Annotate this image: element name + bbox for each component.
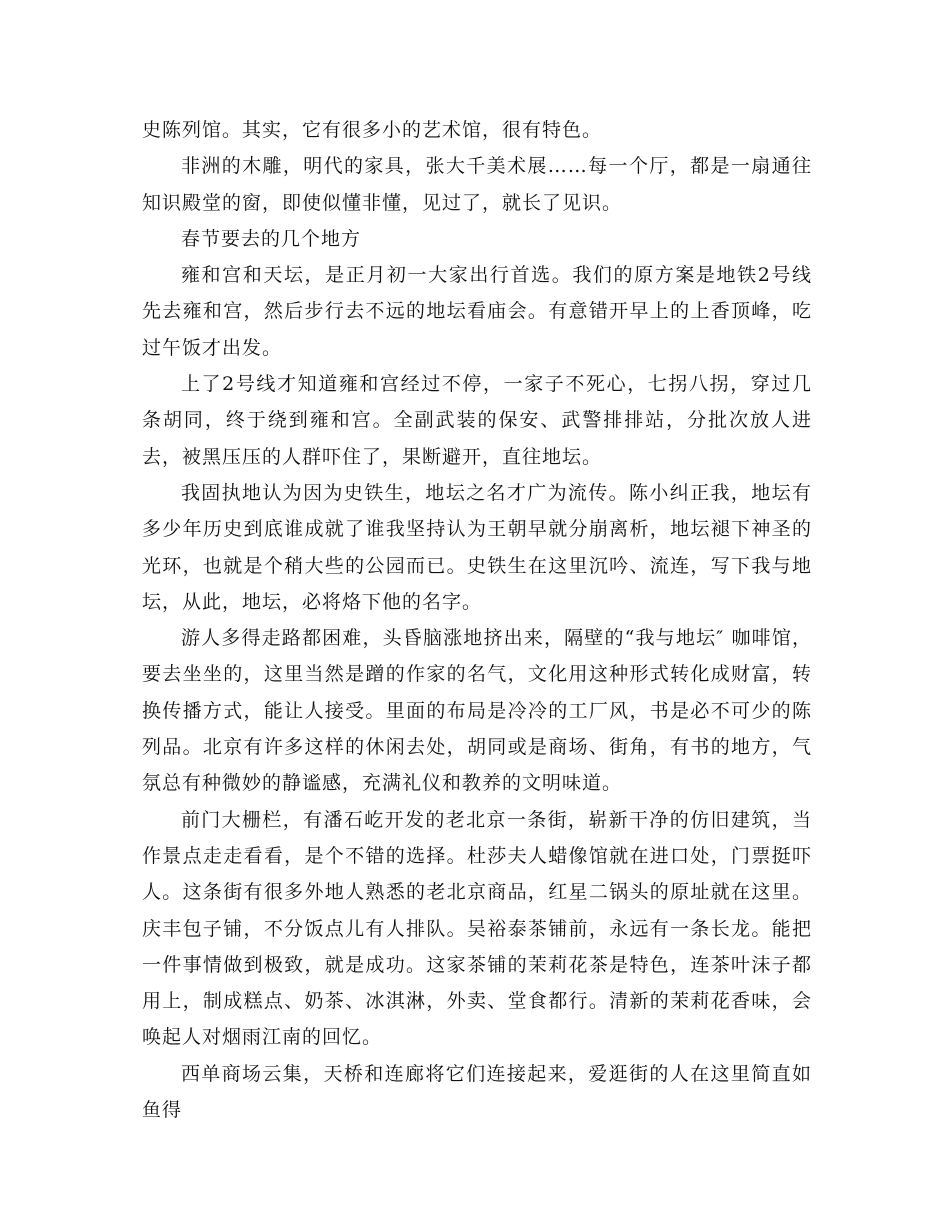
document-body <box>142 112 812 1128</box>
paragraph: 我固执地认为因为史铁生，地坛之名才广为流传。陈小纠正我，地坛有多少年历史到底谁成就了谁我坚持认为王朝早就分崩离析，地坛褪下神圣的光环，也就是个稍大些的公园而已。史铁生在这里沉吟、流连，写下我与地坛，从此，地坛，必将烙下他的名字。 <box>142 481 812 613</box>
paragraph: 西单商场云集，天桥和连廊将它们连接起来，爱逛街的人在这里简直如鱼得 <box>142 1062 812 1122</box>
section-heading: 春节要去的几个地方 <box>180 227 361 250</box>
paragraph: 游人多得走路都困难，头昏脑涨地挤出来，隔壁的“我与地坛″ 咖啡馆，要去坐坐的，这里当然是蹭的作家的名气，文化用这种形式转化成财富，转换传播方式，能让人接受。里面的布局是冷冷的工厂风，书是必不可少的陈列品。北京有许多这样的休闲去处，胡同或是商场、街角，有书的地方，气氛总有种微妙的静谧感，充满礼仪和教养的文明味道。 <box>142 627 812 795</box>
paragraph-continuation: 史陈列馆。其实，它有很多小的艺术馆，很有特色。 <box>142 119 603 141</box>
paragraph: 上了2号线才知道雍和宫经过不停，一家子不死心，七拐八拐，穿过几条胡同，终于绕到雍和宫。全副武装的保安、武警排排站，分批次放人进去，被黑压压的人群吓住了，果断避开，直往地坛。 <box>142 373 812 468</box>
paragraph: 雍和宫和天坛，是正月初一大家出行首选。我们的原方案是地铁2号线先去雍和宫，然后步行去不远的地坛看庙会。有意错开早上的上香顶峰，吃过午饭才出发。 <box>142 264 812 359</box>
paragraph: 前门大栅栏，有潘石屹开发的老北京一条街，崭新干净的仿旧建筑，当作景点走走看看，是个不错的选择。杜莎夫人蜡像馆就在进口处，门票挺吓人。这条街有很多外地人熟悉的老北京商品，红星二锅头的原址就在这里。庆丰包子铺，不分饭点儿有人排队。吴裕泰茶铺前，永远有一条长龙。能把一件事情做到极致，就是成功。这家茶铺的茉莉花茶是特色，连茶叶沫子都用上，制成糕点、奶茶、冰淇淋，外卖、堂食都行。清新的茉莉花香味，会唤起人对烟雨江南的回忆。 <box>142 808 812 1049</box>
paragraph: 非洲的木雕，明代的家具，张大千美术展……每一个厅，都是一扇通往知识殿堂的窗，即使似懂非懂，见过了，就长了见识。 <box>142 155 812 214</box>
